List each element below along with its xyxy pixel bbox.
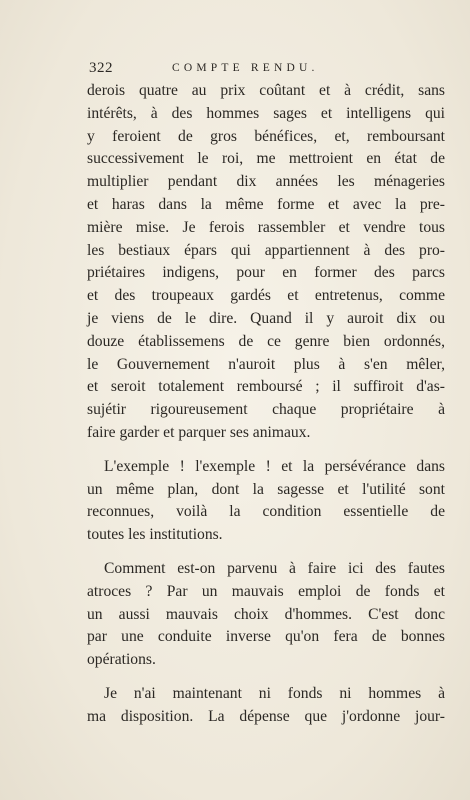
paragraph: [87, 683, 445, 729]
text-line: priétaires indigens, pour en former des parcs: [87, 264, 445, 282]
text-line: et seroit totalement remboursé ; il suffiroit d'as-: [87, 378, 445, 396]
paragraph: [87, 456, 445, 547]
text-line: toutes les institutions.: [87, 526, 223, 544]
text-line: y feroient de gros bénéfices, et, remboursant: [87, 127, 445, 145]
text-line: mière mise. Je ferois rassembler et vendre tous: [87, 218, 445, 236]
running-head: COMPTE RENDU.: [172, 62, 319, 74]
text-line: un même plan, dont la sagesse et l'utilité sont: [87, 480, 445, 498]
paragraph: [87, 80, 445, 445]
text-line: douze établissemens de ce genre bien ordonnés,: [87, 332, 445, 350]
text-line: et haras dans la même forme et avec la pre-: [87, 195, 445, 213]
text-line: successivement le roi, me mettroient en état de: [87, 150, 445, 168]
text-line: multiplier pendant dix années les ménageries: [87, 173, 445, 191]
paragraph-gap: [87, 547, 445, 558]
text-line: ma disposition. La dépense que j'ordonne jour-: [87, 707, 445, 725]
text-line: les bestiaux épars qui appartiennent à des pro-: [87, 241, 445, 259]
text-line: opérations.: [87, 651, 156, 669]
text-line: L'exemple ! l'exemple ! et la persévérance dans: [104, 457, 445, 475]
text-line: Je n'ai maintenant ni fonds ni hommes à: [104, 684, 445, 702]
text-line: je viens de le dire. Quand il y auroit dix ou: [87, 309, 445, 327]
text-line: faire garder et parquer ses animaux.: [87, 423, 311, 441]
text-line: derois quatre au prix coûtant et à crédit, sans: [87, 82, 445, 99]
text-line: le Gouvernement n'auroit plus à s'en mêler,: [87, 355, 445, 373]
text-line: intérêts, à des hommes sages et intelligens qui: [87, 104, 445, 122]
text-line: un aussi mauvais choix d'hommes. C'est donc: [87, 605, 445, 623]
text-line: Comment est-on parvenu à faire ici des fautes: [104, 559, 445, 577]
paragraph: [87, 558, 445, 672]
paragraph-gap: [87, 445, 445, 456]
text-line: sujétir rigoureusement chaque propriétaire à: [87, 401, 445, 419]
paragraph-gap: [87, 672, 445, 683]
text-line: atroces ? Par un mauvais emploi de fonds et: [87, 582, 445, 600]
page-number: 322: [89, 60, 113, 76]
text-line: par une conduite inverse qu'on fera de bonnes: [87, 628, 445, 646]
body-text: [87, 80, 445, 729]
text-line: et des troupeaux gardés et entretenus, comme: [87, 287, 445, 305]
text-line: reconnues, voilà la condition essentielle de: [87, 503, 445, 521]
